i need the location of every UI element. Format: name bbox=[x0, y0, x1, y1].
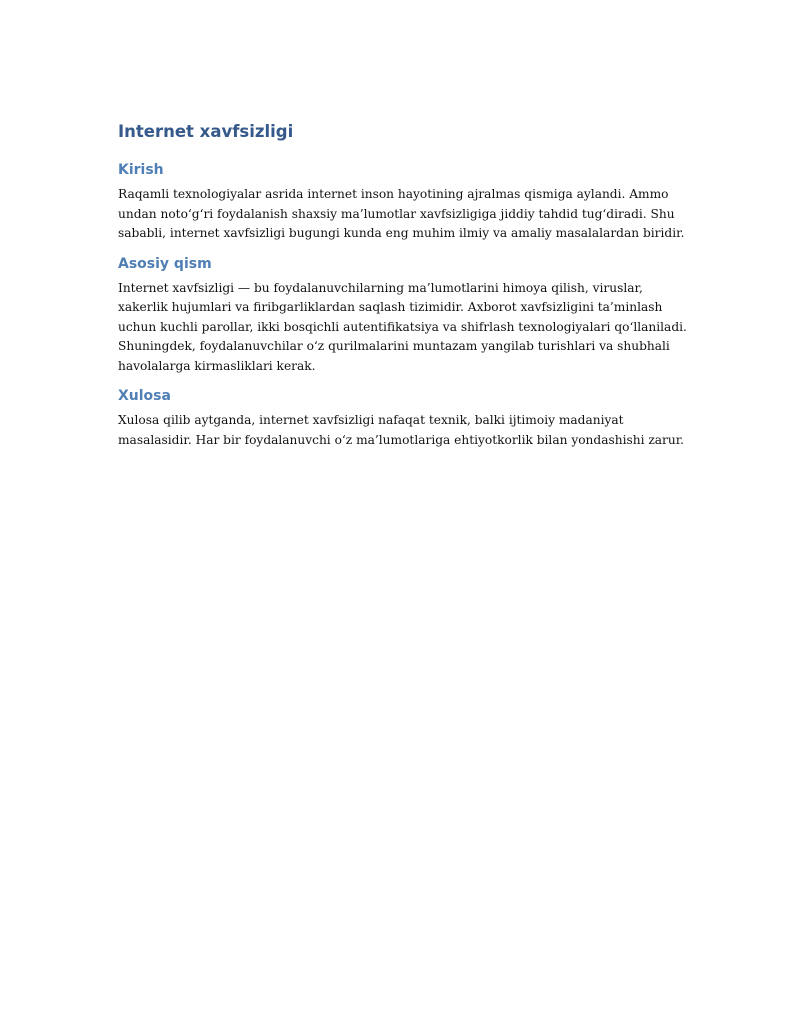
section-heading-asosiy-qism: Asosiy qism bbox=[118, 255, 212, 272]
paragraph-line: havolalarga kirmasliklari kerak. bbox=[118, 358, 316, 373]
paragraph-line: masalasidir. Har bir foydalanuvchi o‘z ma’lumotlariga ehtiyotkorlik bilan yondashishi zarur. bbox=[118, 432, 685, 447]
paragraph-line: Internet xavfsizligi — bu foydalanuvchilarning ma’lumotlarini himoya qilish, viruslar, bbox=[118, 280, 643, 295]
paragraph-line: Shuningdek, foydalanuvchilar o‘z qurilmalarini muntazam yangilab turishlari va shubhali bbox=[118, 339, 670, 353]
paragraph-line: Raqamli texnologiyalar asrida internet inson hayotining ajralmas qismiga aylandi. Ammo bbox=[118, 187, 669, 201]
paragraph-line: Xulosa qilib aytganda, internet xavfsizligi nafaqat texnik, balki ijtimoiy madaniyat bbox=[118, 413, 624, 427]
section-heading-xulosa: Xulosa bbox=[118, 388, 171, 404]
page-title: Internet xavfsizligi bbox=[118, 122, 294, 141]
section-paragraph-asosiy-qism bbox=[118, 279, 698, 377]
paragraph-line: uchun kuchli parollar, ikki bosqichli autentifikatsiya va shifrlash texnologiyalari qo‘llaniladi. bbox=[118, 319, 687, 334]
paragraph-line: sababli, internet xavfsizligi bugungi kunda eng muhim ilmiy va amaliy masalalardan biridir. bbox=[118, 226, 685, 240]
section-paragraph-kirish bbox=[118, 185, 698, 244]
paragraph-line: undan noto‘g‘ri foydalanish shaxsiy ma’lumotlar xavfsizligiga jiddiy tahdid tug‘diradi. Shu bbox=[118, 206, 675, 221]
paragraph-line: xakerlik hujumlari va firibgarliklardan saqlash tizimidir. Axborot xavfsizligini ta’minlash bbox=[118, 300, 663, 314]
section-paragraph-xulosa bbox=[118, 411, 698, 450]
section-heading-kirish: Kirish bbox=[118, 162, 164, 178]
document-body bbox=[118, 120, 698, 460]
